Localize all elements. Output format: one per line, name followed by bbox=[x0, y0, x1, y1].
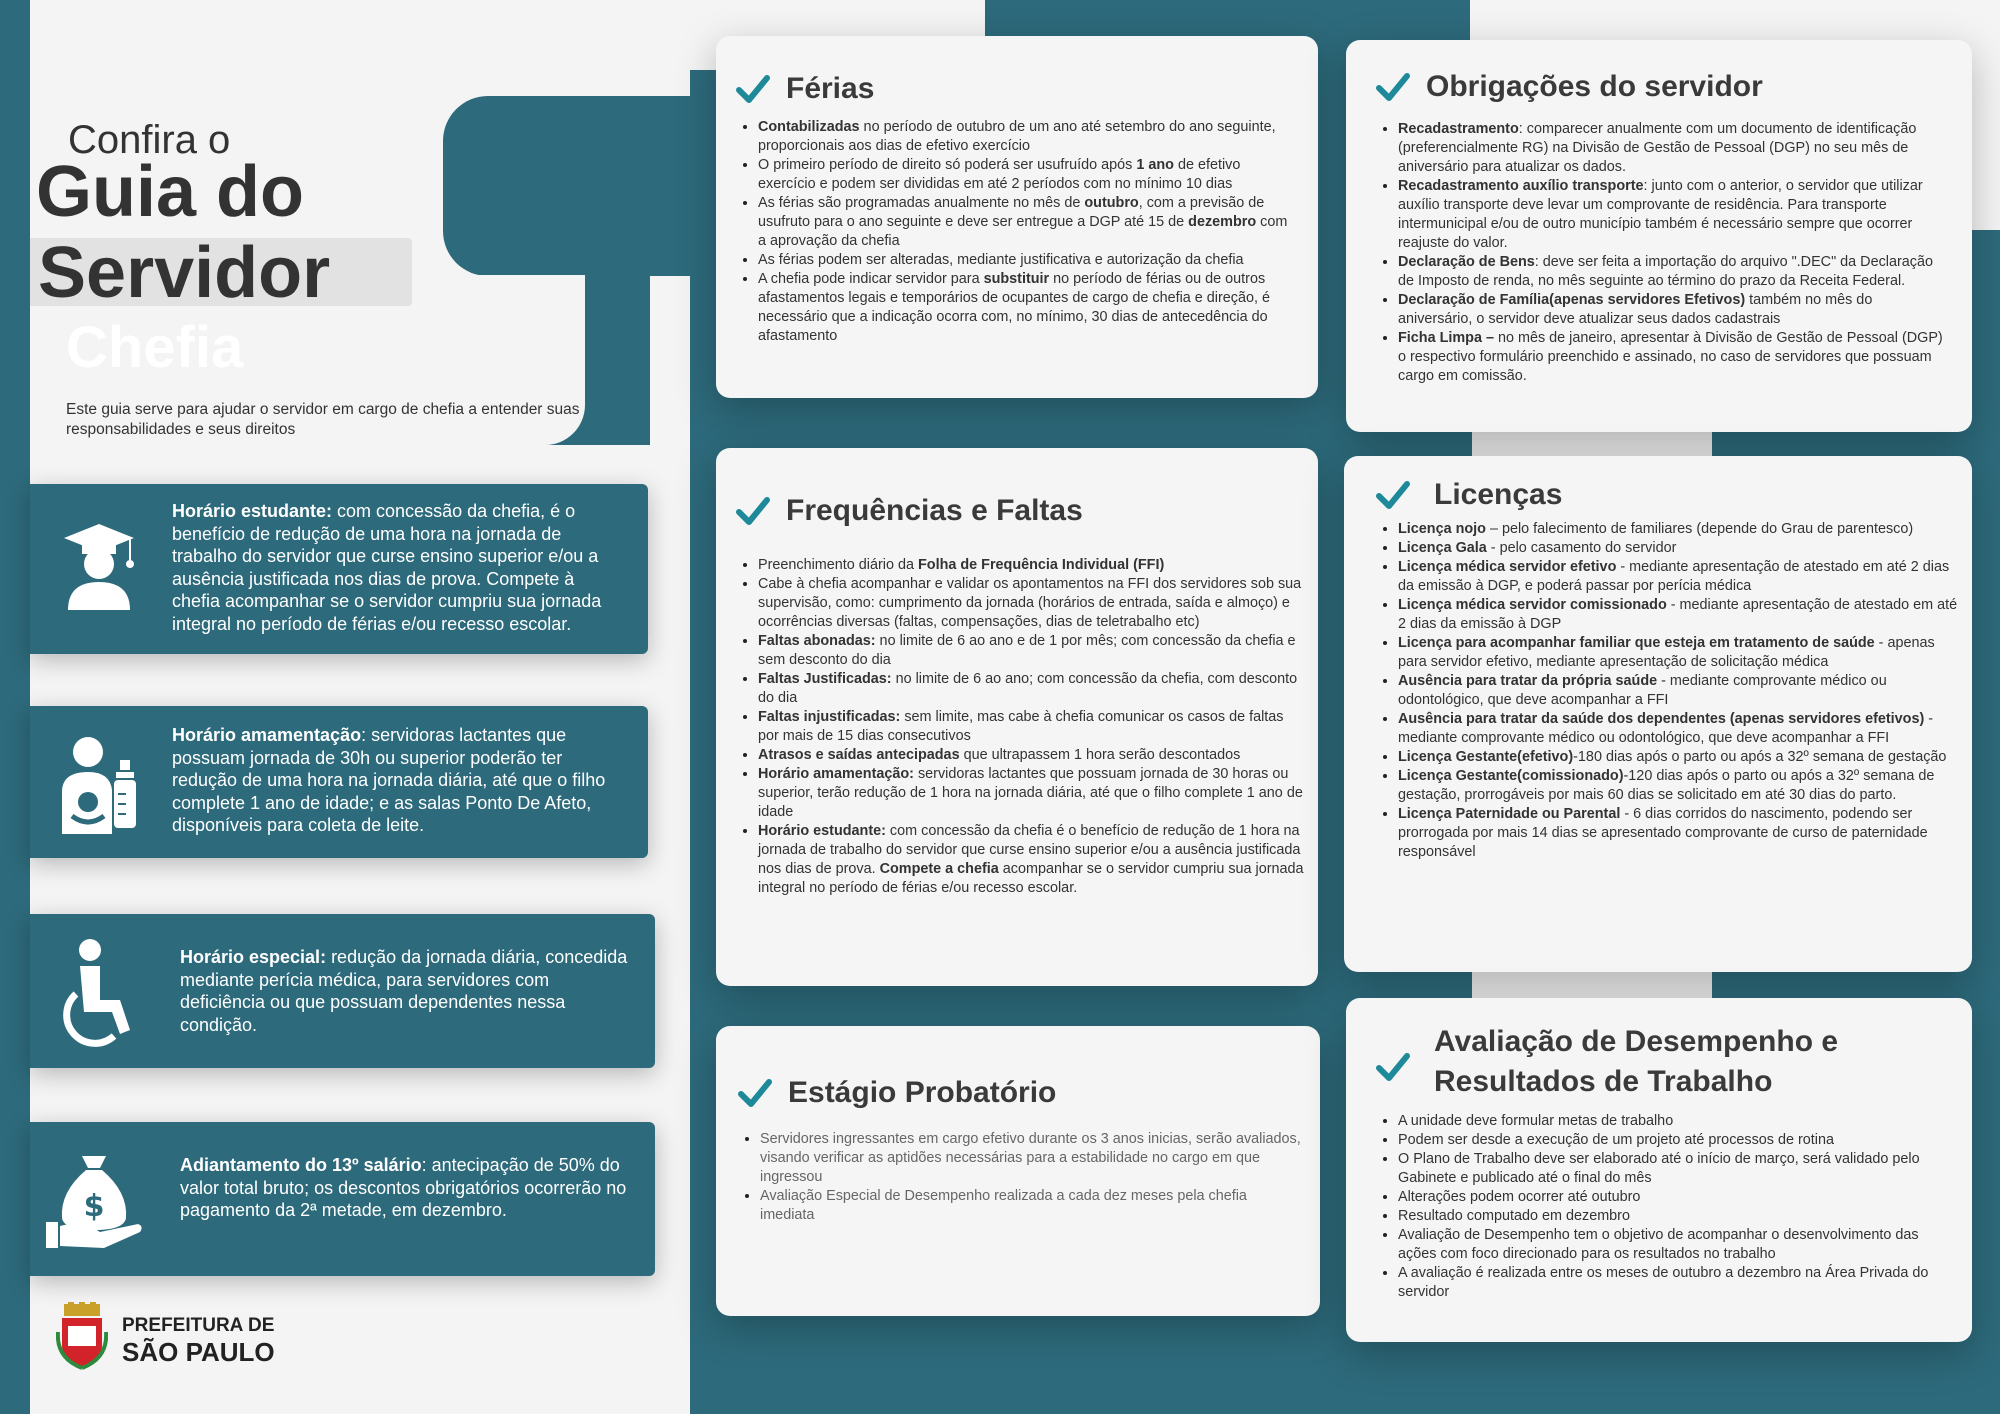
avaliacao-item-text: Resultado computado em dezembro bbox=[1398, 1208, 1630, 1224]
obrigacoes-item-bold: Declaração de Bens bbox=[1398, 254, 1535, 270]
licencas-item-text: - pelo casamento do servidor bbox=[1486, 540, 1677, 556]
card-frequencias bbox=[716, 448, 1318, 986]
decimo-text: : antecipação de 50% do valor total bruto; os descontos obrigatórios ocorrerão no pagamento da 2ª metade, em dezembro. bbox=[180, 1155, 627, 1220]
obrigacoes-item-bold: Ficha Limpa – bbox=[1398, 330, 1494, 346]
estagio-item bbox=[760, 1187, 1304, 1225]
avaliacao-list bbox=[1376, 1112, 1950, 1302]
frequencias-item-bold: Atrasos e saídas antecipadas bbox=[758, 747, 960, 763]
frequencias-item-text: no limite de 6 ao ano; com concessão da chefia, com desconto do dia bbox=[758, 671, 1298, 706]
left-edge bbox=[0, 0, 30, 1414]
ferias-item-bold: Contabilizadas bbox=[758, 119, 860, 135]
avaliacao-item bbox=[1398, 1150, 1950, 1188]
frequencias-item-bold: Faltas injustificadas: bbox=[758, 709, 901, 725]
ferias-item bbox=[758, 118, 1296, 156]
estagio-title: Estágio Probatório bbox=[788, 1076, 1057, 1109]
licencas-item-bold: Licença Gestante(efetivo) bbox=[1398, 749, 1574, 765]
avaliacao-item-text: A avaliação é realizada entre os meses de outubro a dezembro na Área Privada do servidor bbox=[1398, 1265, 1929, 1300]
licencas-item-text: - mediante apresentação de atestado em até 2 dias da emissão à DGP, e poderá passar por perícia médica bbox=[1398, 559, 1950, 594]
licencas-item bbox=[1398, 634, 1960, 672]
especial-text: redução da jornada diária, concedida mediante perícia médica, para servidores com deficiência ou que possuam dependentes nessa condição. bbox=[180, 947, 628, 1035]
obrigacoes-item-bold: Recadastramento auxílio transporte bbox=[1398, 178, 1644, 194]
avaliacao-item bbox=[1398, 1264, 1950, 1302]
check-icon bbox=[738, 1076, 772, 1110]
frequencias-item-bold: Faltas abonadas: bbox=[758, 633, 876, 649]
card-ferias bbox=[716, 36, 1318, 398]
estudante-label: Horário estudante: bbox=[172, 501, 333, 521]
title-servidor: Servidor bbox=[38, 233, 331, 313]
panel-adiantamento-13 bbox=[30, 1122, 655, 1276]
avaliacao-title-line1: Avaliação de Desempenho e bbox=[1434, 1025, 1839, 1058]
licencas-item-text: - 6 dias corridos do nascimento, podendo ser prorrogada por mais 14 dias se apresentado comprovante de curso de paternidade responsável bbox=[1398, 806, 1928, 860]
obrigacoes-item-text: : deve ser feita a importação do arquivo ".DEC" da Declaração de Imposto de renda, no mês seguinte ao término do prazo da Receita Federal. bbox=[1398, 254, 1933, 289]
check-icon bbox=[1376, 1050, 1410, 1084]
frequencias-item-text: com concessão da chefia é o benefício de redução de 1 hora na jornada de trabalho do servidor que curse ensino superior e/ou a ausência justificada nos dias de prova. bbox=[758, 823, 1301, 877]
licencas-item-bold: Ausência para tratar da própria saúde bbox=[1398, 673, 1658, 689]
ferias-item bbox=[758, 270, 1296, 346]
ferias-item-text: de efetivo exercício e podem ser divididas em até 2 períodos com no mínimo 10 dias bbox=[758, 157, 1241, 192]
panel-horario-estudante bbox=[30, 484, 648, 654]
logo-line1: PREFEITURA DE bbox=[122, 1315, 275, 1336]
frequencias-item-bold: Faltas Justificadas: bbox=[758, 671, 892, 687]
panel-horario-especial bbox=[30, 914, 655, 1068]
avaliacao-item-text: A unidade deve formular metas de trabalho bbox=[1398, 1113, 1674, 1129]
licencas-item-bold: Licença Gala bbox=[1398, 540, 1487, 556]
licencas-title: Licenças bbox=[1434, 478, 1563, 511]
ferias-item-text: no período de outubro de um ano até setembro do ano seguinte, proporcionais aos dias de efetivo exercício bbox=[758, 119, 1276, 154]
licencas-list bbox=[1376, 520, 1960, 862]
sao-paulo-coat-of-arms bbox=[56, 1302, 108, 1375]
frequencias-item-text: Cabe à chefia acompanhar e validar os apontamentos na FFI dos servidores sob sua supervisão, como: cumprimento da jornada (horários de entrada, saída e almoço) e ocorrências diversas (faltas, compensações, dias de teletrabalho etc) bbox=[758, 576, 1302, 630]
frequencias-item bbox=[758, 708, 1304, 746]
licencas-item-bold: Licença nojo bbox=[1398, 521, 1486, 537]
ferias-item-bold: 1 ano bbox=[1136, 157, 1174, 173]
ferias-item bbox=[758, 251, 1296, 270]
title-guia-do: Guia do bbox=[36, 152, 304, 232]
title-confira: Confira o bbox=[68, 118, 231, 162]
obrigacoes-item bbox=[1398, 291, 1950, 329]
frequencias-item-text: Preenchimento diário da bbox=[758, 557, 918, 573]
svg-text:$: $ bbox=[83, 1189, 105, 1224]
licencas-item bbox=[1398, 710, 1960, 748]
frequencias-item-bold: Horário amamentação: bbox=[758, 766, 914, 782]
frequencias-title: Frequências e Faltas bbox=[786, 494, 1083, 527]
avaliacao-item bbox=[1398, 1112, 1950, 1131]
ferias-item-text: A chefia pode indicar servidor para bbox=[758, 271, 984, 287]
ferias-list bbox=[736, 118, 1296, 346]
obrigacoes-item-bold: Declaração de Família(apenas servidores Efetivos) bbox=[1398, 292, 1746, 308]
ferias-item-bold: substituir bbox=[983, 271, 1050, 287]
graduate-icon bbox=[62, 520, 136, 617]
ferias-item-text: O primeiro período de direito só poderá ser usufruído após bbox=[758, 157, 1137, 173]
licencas-item-text: -120 dias após o parto ou após a 32º semana de gestação, prorrogáveis por mais 60 dias se solicitado em até 30 dias do parto. bbox=[1398, 768, 1935, 803]
estudante-text: com concessão da chefia, é o benefício de redução de uma hora na jornada de trabalho do servidor que curse ensino superior e/ou a ausência justificada nos dias de prova. Compete à chefia acompanhar se o servidor cumpriu sua jornada integral no período de férias e/ou recesso escolar. bbox=[172, 501, 602, 634]
licencas-item bbox=[1398, 558, 1960, 596]
estagio-list bbox=[738, 1130, 1304, 1225]
ferias-item-text: no período de férias ou de outros afastamentos legais e temporários de ocupantes de cargo de chefia e direção, é necessário que a indicação ocorra com, no mínimo, 30 dias de antecedência do afastamento bbox=[758, 271, 1270, 344]
especial-label: Horário especial: bbox=[180, 947, 327, 967]
licencas-item-bold: Licença médica servidor efetivo bbox=[1398, 559, 1617, 575]
ferias-item-text: As férias podem ser alteradas, mediante justificativa e autorização da chefia bbox=[758, 252, 1244, 268]
frequencias-item-text: que ultrapassem 1 hora serão descontados bbox=[959, 747, 1241, 763]
obrigacoes-item bbox=[1398, 329, 1950, 386]
frequencias-item-text: acompanhar se o servidor cumpriu sua jornada integral no período de férias e/ou recesso escolar. bbox=[758, 861, 1304, 896]
frequencias-item bbox=[758, 575, 1304, 632]
obrigacoes-item-text: : junto com o anterior, o servidor que utilizar auxílio transporte deve levar um comprovante de residência. Para transporte intermunicipal e/ou de outro município também é necessário sempre que ocorrer reajuste do valor. bbox=[1398, 178, 1923, 251]
obrigacoes-item-text: : comparecer anualmente com um documento de identificação (preferencialmente RG) na Divisão de Gestão de Pessoal (DGP) no seu mês de aniversário para atualizar os dados. bbox=[1398, 121, 1917, 175]
licencas-item-text: - mediante comprovante médico ou odontológico, que deve acompanhar a FFI bbox=[1398, 711, 1934, 746]
licencas-item-text: - mediante apresentação de atestado em até 2 dias da emissão à DGP bbox=[1398, 597, 1958, 632]
ferias-item-text: com a aprovação da chefia bbox=[758, 214, 1288, 249]
obrigacoes-list bbox=[1376, 120, 1950, 386]
frequencias-item-bold: Horário estudante: bbox=[758, 823, 886, 839]
obrigacoes-item bbox=[1398, 120, 1950, 177]
page-subtitle: Este guia serve para ajudar o servidor em cargo de chefia a entender suas responsabilidades e seus direitos bbox=[66, 401, 580, 438]
ferias-item-bold: outubro bbox=[1084, 195, 1139, 211]
check-icon bbox=[1376, 70, 1410, 104]
left-filler bbox=[652, 440, 690, 1414]
ferias-title: Férias bbox=[786, 72, 875, 105]
avaliacao-item-text: O Plano de Trabalho deve ser elaborado até o início de março, será validado pelo Gabinete e publicado até o final do mês bbox=[1398, 1151, 1920, 1186]
check-icon bbox=[736, 72, 770, 106]
title-chefia: Chefia bbox=[66, 315, 244, 380]
obrigacoes-item-bold: Recadastramento bbox=[1398, 121, 1519, 137]
frequencias-item-text: sem limite, mas cabe à chefia comunicar os casos de faltas por mais de 15 dias consecutivos bbox=[758, 709, 1284, 744]
logo-text bbox=[122, 1313, 275, 1365]
frequencias-list bbox=[736, 556, 1304, 898]
licencas-item bbox=[1398, 767, 1960, 805]
card-licencas bbox=[1344, 456, 1972, 972]
frequencias-item-bold: Folha de Frequência Individual (FFI) bbox=[918, 557, 1165, 573]
amamentacao-label: Horário amamentação bbox=[172, 725, 362, 745]
logo-line2: SÃO PAULO bbox=[122, 1337, 275, 1367]
frequencias-item bbox=[758, 632, 1304, 670]
avaliacao-item-text: Avaliação de Desempenho tem o objetivo de acompanhar o desenvolvimento das ações com foco direcionado para os resultados no trabalho bbox=[1398, 1227, 1919, 1262]
frequencias-item bbox=[758, 556, 1304, 575]
ferias-item bbox=[758, 156, 1296, 194]
obrigacoes-item-text: também no mês do aniversário, o servidor deve atualizar seus dados cadastrais bbox=[1398, 292, 1873, 327]
frequencias-item-bold: Compete a chefia bbox=[879, 861, 999, 877]
licencas-item bbox=[1398, 672, 1960, 710]
avaliacao-item bbox=[1398, 1207, 1950, 1226]
frequencias-item-text: no limite de 6 ao ano e de 1 por mês; com concessão da chefia e sem desconto do dia bbox=[758, 633, 1296, 668]
avaliacao-item bbox=[1398, 1131, 1950, 1150]
avaliacao-title-line2: Resultados de Trabalho bbox=[1434, 1065, 1773, 1098]
wheelchair-icon bbox=[60, 938, 140, 1055]
card-estagio bbox=[716, 1026, 1320, 1316]
licencas-item-text: -180 dias após o parto ou após a 32º semana de gestação bbox=[1573, 749, 1947, 765]
ferias-item bbox=[758, 194, 1296, 251]
avaliacao-item-text: Alterações podem ocorrer até outubro bbox=[1398, 1189, 1641, 1205]
obrigacoes-item-text: no mês de janeiro, apresentar à Divisão de Gestão de Pessoal (DGP) o respectivo formulário preenchido e assinado, no caso de servidores que possuam cargo em comissão. bbox=[1398, 330, 1943, 384]
check-icon bbox=[736, 494, 770, 528]
curve-shape bbox=[443, 96, 703, 276]
licencas-item-bold: Licença médica servidor comissionado bbox=[1398, 597, 1667, 613]
avaliacao-item-text: Podem ser desde a execução de um projeto até processos de rotina bbox=[1398, 1132, 1834, 1148]
estagio-item-text: Avaliação Especial de Desempenho realizada a cada dez meses pela chefia imediata bbox=[760, 1188, 1247, 1223]
frequencias-item bbox=[758, 746, 1304, 765]
estagio-item bbox=[760, 1130, 1304, 1187]
licencas-item-bold: Licença Gestante(comissionado) bbox=[1398, 768, 1624, 784]
estagio-item-text: Servidores ingressantes em cargo efetivo durante os 3 anos inicias, serão avaliados, visando verificar as aptidões necessárias para a estabilidade no cargo em que ingressou bbox=[760, 1131, 1301, 1185]
decimo-label: Adiantamento do 13º salário bbox=[180, 1155, 422, 1175]
card-obrigacoes bbox=[1346, 40, 1972, 432]
breastfeeding-icon bbox=[58, 736, 142, 839]
licencas-item-text: – pelo falecimento de familiares (depende do Grau de parentesco) bbox=[1485, 521, 1914, 537]
obrigacoes-item bbox=[1398, 253, 1950, 291]
licencas-item bbox=[1398, 520, 1960, 539]
ferias-item-text: , com a previsão de usufruto para o ano seguinte e deve ser entregue a DGP até 15 de bbox=[758, 195, 1265, 230]
licencas-item-text: - apenas para servidor efetivo, mediante apresentação de solicitação médica bbox=[1398, 635, 1935, 670]
frequencias-item-text: servidoras lactantes que possuam jornada de 30 horas ou superior, terão redução de 1 hora na jornada diária, até que o filho complete 1 ano de idade bbox=[758, 766, 1303, 820]
obrigacoes-title: Obrigações do servidor bbox=[1426, 70, 1763, 103]
licencas-item bbox=[1398, 805, 1960, 862]
frequencias-item bbox=[758, 822, 1304, 898]
panel-horario-amamentacao bbox=[30, 706, 648, 858]
obrigacoes-item bbox=[1398, 177, 1950, 253]
ferias-item-bold: dezembro bbox=[1188, 214, 1257, 230]
frequencias-item bbox=[758, 670, 1304, 708]
licencas-item-bold: Licença Paternidade ou Parental bbox=[1398, 806, 1621, 822]
licencas-item-bold: Ausência para tratar da saúde dos dependentes (apenas servidores efetivos) bbox=[1398, 711, 1925, 727]
licencas-item bbox=[1398, 748, 1960, 767]
check-icon bbox=[1376, 478, 1410, 512]
licencas-item bbox=[1398, 596, 1960, 634]
ferias-item-text: As férias são programadas anualmente no mês de bbox=[758, 195, 1085, 211]
licencas-item-bold: Licença para acompanhar familiar que esteja em tratamento de saúde bbox=[1398, 635, 1875, 651]
frequencias-item bbox=[758, 765, 1304, 822]
avaliacao-item bbox=[1398, 1188, 1950, 1207]
money-bag-icon bbox=[42, 1152, 146, 1257]
avaliacao-item bbox=[1398, 1226, 1950, 1264]
licencas-item-text: - mediante comprovante médico ou odontológico, que deve acompanhar a FFI bbox=[1398, 673, 1887, 708]
licencas-item bbox=[1398, 539, 1960, 558]
amamentacao-text: : servidoras lactantes que possuam jornada de 30h ou superior poderão ter redução de uma hora na jornada diária, até que o filho complete 1 ano de idade; e as salas Ponto De Afeto, disponíveis para coleta de leite. bbox=[172, 725, 606, 835]
card-avaliacao bbox=[1346, 998, 1972, 1342]
